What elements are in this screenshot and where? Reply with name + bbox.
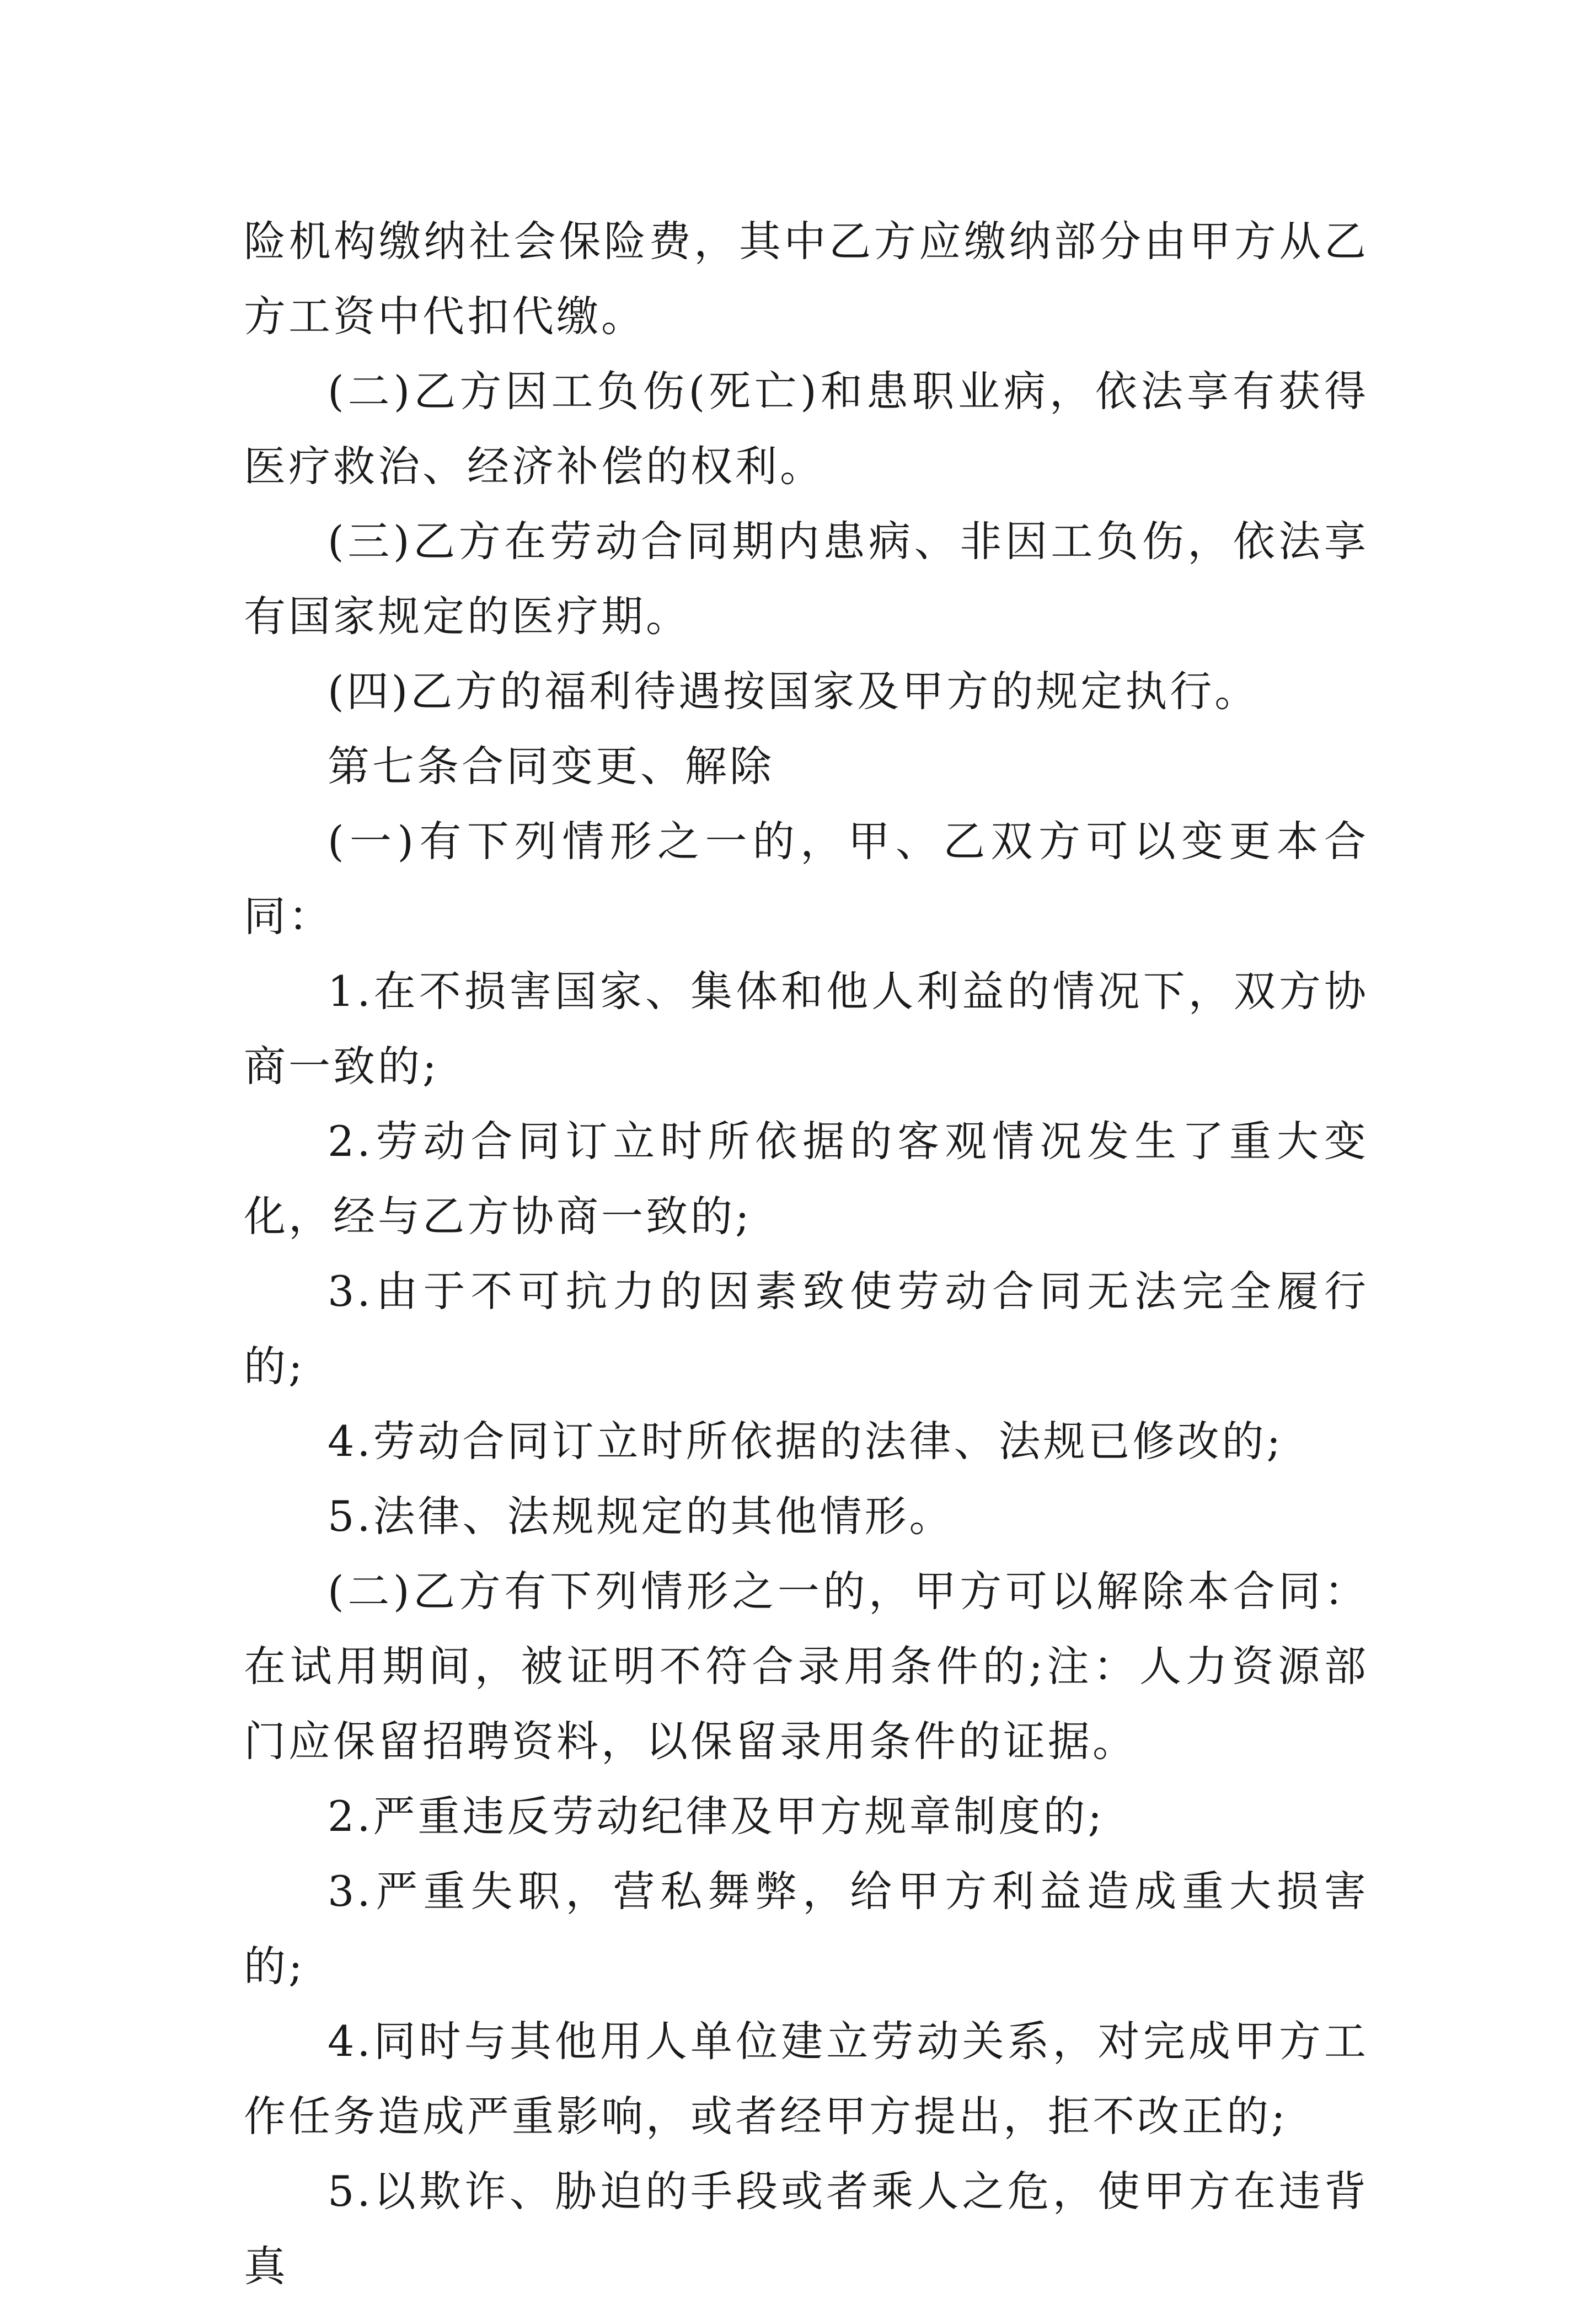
- list-item: 5.以欺诈、胁迫的手段或者乘人之危，使甲方在违背真: [244, 2167, 1369, 2291]
- paragraph-change-conditions: (一)有下列情形之一的，甲、乙双方可以变更本合同：: [244, 817, 1369, 941]
- paragraph-termination-conditions: (二)乙方有下列情形之一的，甲方可以解除本合同：在试用期间，被证明不符合录用条件的;注：人力资源部门应保留招聘资料，以保留录用条件的证据。: [244, 1567, 1369, 1766]
- paragraph-work-injury: (二)乙方因工负伤(死亡)和患职业病，依法享有获得医疗救治、经济补偿的权利。: [244, 367, 1369, 491]
- list-item: 2.严重违反劳动纪律及甲方规章制度的;: [328, 1792, 1105, 1841]
- document-body: [244, 204, 1369, 2304]
- paragraph-medical-period: (三)乙方在劳动合同期内患病、非因工负伤，依法享有国家规定的医疗期。: [244, 517, 1369, 641]
- list-item: 4.同时与其他用人单位建立劳动关系，对完成甲方工作任务造成严重影响，或者经甲方提出，拒不改正的;: [244, 2017, 1369, 2141]
- list-item: 2.劳动合同订立时所依据的客观情况发生了重大变化，经与乙方协商一致的;: [244, 1117, 1369, 1241]
- paragraph-welfare: (四)乙方的福利待遇按国家及甲方的规定执行。: [328, 667, 1260, 716]
- list-item: 1.在不损害国家、集体和他人利益的情况下，双方协商一致的;: [244, 967, 1369, 1091]
- list-item: 4.劳动合同订立时所依据的法律、法规已修改的;: [328, 1417, 1284, 1466]
- list-item: 3.严重失职，营私舞弊，给甲方利益造成重大损害的;: [244, 1867, 1369, 1991]
- article-seven-heading: 第七条合同变更、解除: [328, 742, 774, 791]
- list-item: 5.法律、法规规定的其他情形。: [328, 1492, 954, 1541]
- list-item: 3.由于不可抗力的因素致使劳动合同无法完全履行的;: [244, 1267, 1369, 1391]
- paragraph-social-insurance: 险机构缴纳社会保险费，其中乙方应缴纳部分由甲方从乙方工资中代扣代缴。: [244, 217, 1369, 341]
